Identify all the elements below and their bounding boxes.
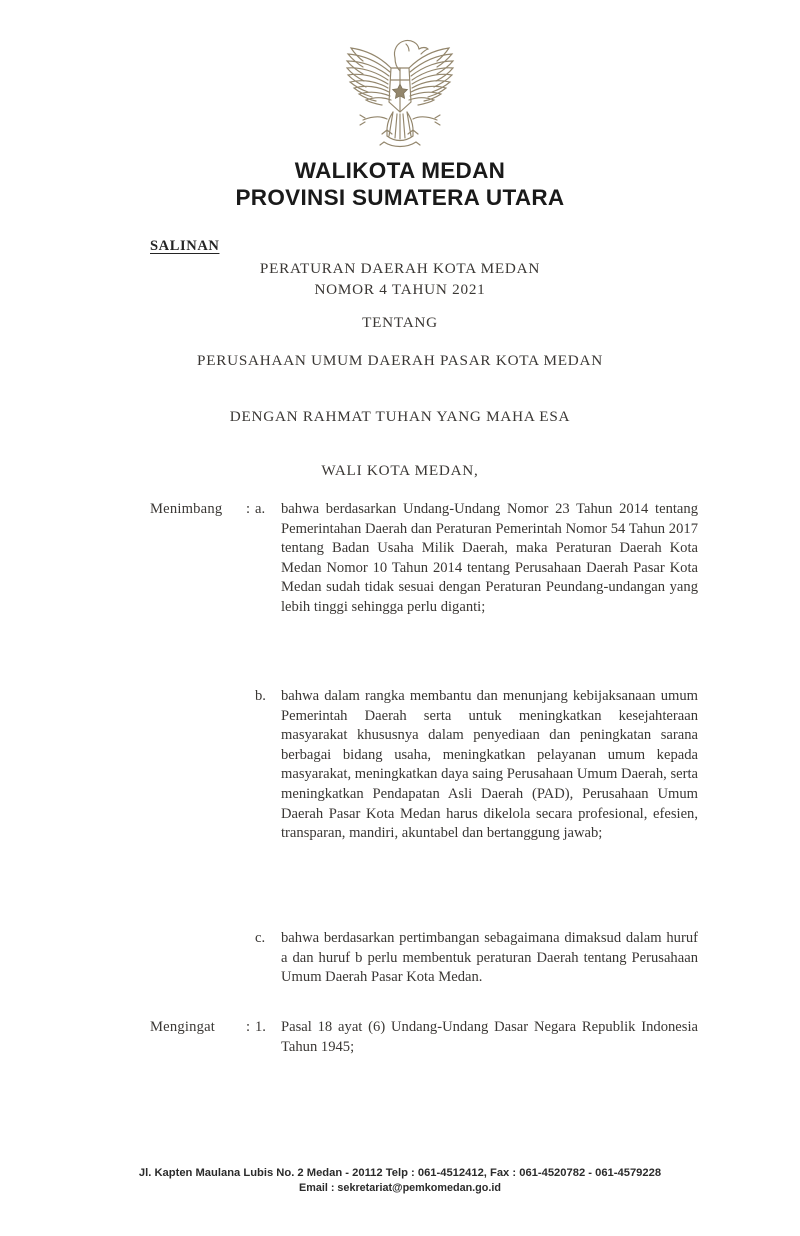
page-title xyxy=(0,157,800,211)
legal-basis-text-1: Pasal 18 ayat (6) Undang-Undang Dasar Negara Republik Indonesia Tahun 1945; xyxy=(281,1019,698,1055)
clause-row xyxy=(255,687,698,844)
invocation-text: DENGAN RAHMAT TUHAN YANG MAHA ESA xyxy=(229,408,571,425)
regulation-title xyxy=(100,258,700,300)
legal-basis-label: Mengingat xyxy=(150,1019,216,1035)
footer-email: Email : sekretariat@pemkomedan.go.id xyxy=(299,1182,501,1194)
clause-row xyxy=(150,500,698,618)
considerations-marker-b: b. xyxy=(255,688,266,704)
header-walikota: WALIKOTA MEDAN xyxy=(294,158,506,183)
footer-address: Jl. Kapten Maulana Lubis No. 2 Medan - 20112 Telp : 061-4512412, Fax : 061-4520782 - 061-4579228 xyxy=(138,1167,662,1179)
considerations-marker-a: a. xyxy=(255,501,266,517)
considerations-colon: : xyxy=(246,501,251,517)
legal-basis-item-1 xyxy=(150,1018,698,1057)
legal-basis-marker-1: 1. xyxy=(255,1019,266,1035)
clause-row xyxy=(150,1018,698,1057)
considerations-item-b xyxy=(150,687,698,844)
regulation-number: NOMOR 4 TAHUN 2021 xyxy=(314,281,486,298)
considerations-label: Menimbang xyxy=(150,501,223,517)
salinan-label: SALINAN xyxy=(150,238,220,254)
authority-text: WALI KOTA MEDAN, xyxy=(321,462,479,479)
considerations-text-a: bahwa berdasarkan Undang-Undang Nomor 23 Tahun 2014 tentang Pemerintahan Daerah dan Peraturan Pemerintah Nomor 54 Tahun 2017 tentang Badan Usaha Milik Daerah, maka Peraturan Daerah Kota Medan Nomor 10 Tahun 2014 tentang Perusahaan Daerah Pasar Kota Medan sudah tidak sesuai dengan Peraturan Peundang-undangan yang lebih tinggi sehingga perlu diganti; xyxy=(281,501,698,615)
considerations-text-b: bahwa dalam rangka membantu dan menunjang kebijaksanaan umum Pemerintah Daerah serta untuk meningkatkan kesejahteraan masyarakat khususnya dalam penyediaan dan peningkatan sarana berbagai bidang usaha, meningkatkan pelayanan umum kepada masyarakat, meningkatkan daya saing Perusahaan Umum Daerah, serta meningkatkan Pendapatan Asli Daerah (PAD), Perusahaan Umum Daerah Pasar Kota Medan harus dikelola secara profesional, efesien, transparan, mandiri, akuntabel dan bertanggung jawab; xyxy=(281,688,698,842)
clause-row xyxy=(255,929,698,988)
page-footer xyxy=(0,1166,800,1196)
considerations-item-a xyxy=(150,500,698,618)
considerations-marker-c: c. xyxy=(255,930,266,946)
garuda-pancasila-emblem xyxy=(329,24,471,152)
legal-basis-colon: : xyxy=(246,1019,251,1035)
considerations-item-c xyxy=(150,929,698,988)
regulation-title-line1: PERATURAN DAERAH KOTA MEDAN xyxy=(259,260,541,277)
considerations-text-c: bahwa berdasarkan pertimbangan sebagaimana dimaksud dalam huruf a dan huruf b perlu membentuk peraturan Daerah tentang Perusahaan Umum Daerah Pasar Kota Medan. xyxy=(281,930,698,986)
emblem-container xyxy=(0,24,800,157)
tentang-label: TENTANG xyxy=(362,314,438,331)
header-provinsi: PROVINSI SUMATERA UTARA xyxy=(235,185,565,210)
regulation-subject: PERUSAHAAN UMUM DAERAH PASAR KOTA MEDAN xyxy=(197,352,603,369)
